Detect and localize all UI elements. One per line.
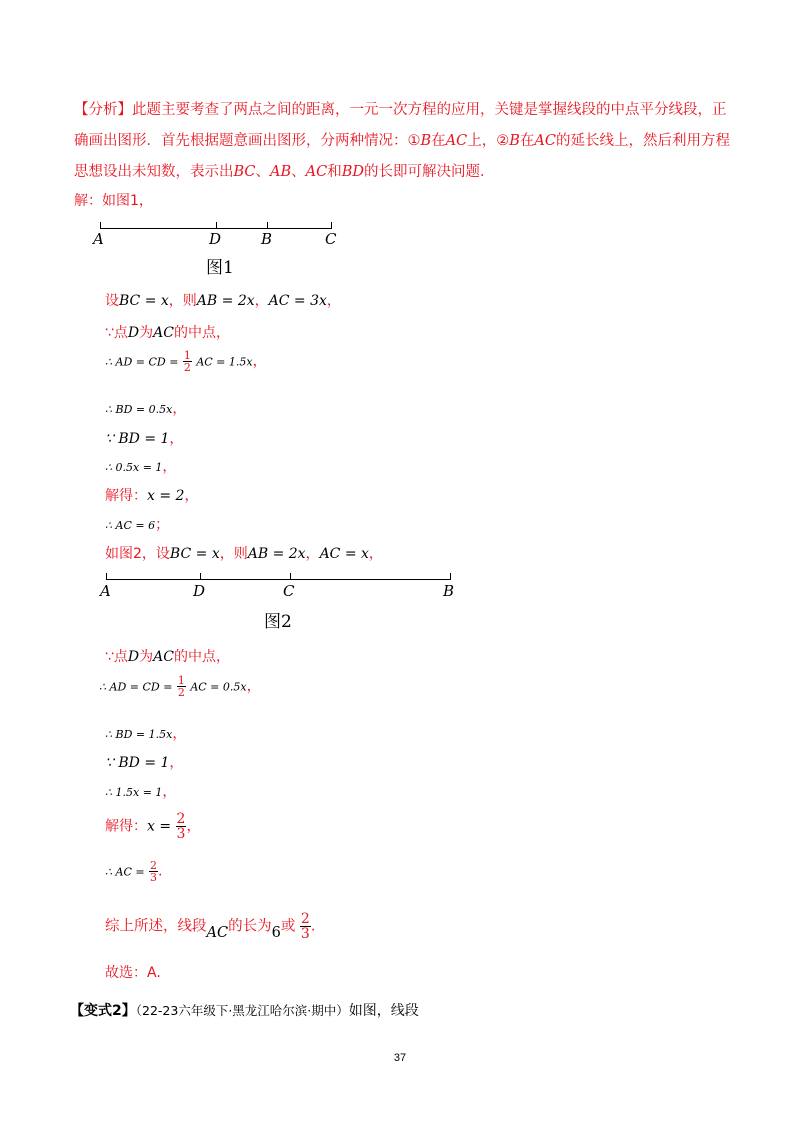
- figure-2-caption: 图2: [264, 612, 292, 632]
- case1-line-5: ∵ BD = 1，: [105, 431, 184, 447]
- tick-A: [100, 222, 101, 229]
- case2-line-7: 解得：x = $\frac{2}{3}$ ，: [105, 811, 201, 842]
- case2-line-2: ∵点D为AC的中点，: [105, 649, 230, 665]
- math-BC: BC: [233, 164, 256, 180]
- page-number: 37: [393, 1052, 407, 1064]
- variant-source: （22-23六年级下·黑龙江哈尔滨·期中）: [135, 1003, 349, 1018]
- analysis-text: 的延长线上，然后利用方程思想设出未知数，表示出: [74, 133, 730, 180]
- case2-line-3: ∴ AD = CD = $\frac{1}{2}$ AC = 0.5x，: [99, 674, 261, 699]
- tick-B: [450, 573, 451, 580]
- answer-line: 故选：A.: [105, 965, 161, 981]
- point-label-D: D: [193, 582, 206, 600]
- case1-line-4: ∴ BD = 0.5x，: [105, 401, 187, 417]
- tick-C: [331, 222, 332, 229]
- analysis-sep: 、: [255, 164, 271, 180]
- analysis-text: 在: [431, 133, 446, 149]
- point-label-B: B: [261, 230, 273, 248]
- figure-1-caption: 图1: [206, 258, 234, 278]
- case2-line-5: ∵ BD = 1，: [105, 755, 184, 771]
- math-B: B: [509, 133, 520, 149]
- fraction-two-thirds: $\frac{2}{3}$: [300, 911, 310, 942]
- analysis-text: 此题主要考查了两点之间的距离，一元一次方程的应用，关键是掌握线段的中点平分线段，正确画出图形．首先根据题意画出图形，分两种情况：①: [74, 102, 727, 149]
- analysis-text: 和: [327, 164, 342, 180]
- tick-B: [267, 222, 268, 229]
- analysis-text: 上，②: [467, 133, 510, 149]
- case1-line-2: ∵点D为AC的中点，: [105, 325, 230, 341]
- analysis-sep: 、: [291, 164, 306, 180]
- math-AC: AC: [305, 164, 328, 180]
- variant-tag: 【变式2】: [70, 1003, 136, 1019]
- case1-line-3: ∴ AD = CD = $\frac{1}{2}$ AC = 1.5x，: [105, 349, 267, 374]
- case2-line-8: ∴ AC = $\frac{2}{3}$ .: [105, 859, 163, 884]
- case1-line-8: ∴ AC = 6；: [105, 517, 170, 533]
- analysis-text: 在: [519, 133, 535, 149]
- fraction-one-half: $\frac{1}{2}$: [183, 349, 191, 374]
- tick-D: [200, 573, 201, 580]
- point-label-A: A: [93, 230, 104, 248]
- math-AC: AC: [534, 133, 556, 149]
- segment-AB: [106, 579, 451, 580]
- point-label-C: C: [325, 230, 337, 248]
- fraction-one-half: $\frac{1}{2}$: [177, 674, 185, 699]
- case2-line-4: ∴ BD = 1.5x，: [105, 726, 187, 742]
- case2-line-1: 如图2，设BC = x，则AB = 2x，AC = x，: [105, 546, 383, 562]
- analysis-text: 的长即可解决问题．: [364, 164, 495, 180]
- variant-text: 如图，线段: [348, 1003, 419, 1019]
- tick-D: [216, 222, 217, 229]
- point-label-B: B: [443, 582, 455, 600]
- case1-line-6: ∴ 0.5x = 1，: [105, 459, 177, 475]
- conclusion-line: 综上所述，线段AC的长为6或 $\frac{2}{3}$ .: [105, 911, 316, 942]
- analysis-paragraph: [74, 95, 734, 188]
- math-AB: AB: [270, 164, 292, 180]
- fraction-two-thirds: $\frac{2}{3}$: [176, 811, 186, 842]
- variant-header: [70, 1000, 419, 1020]
- case2-line-6: ∴ 1.5x = 1，: [105, 784, 177, 800]
- point-label-C: C: [283, 582, 295, 600]
- tick-A: [106, 573, 107, 580]
- point-label-D: D: [209, 230, 222, 248]
- fraction-two-thirds: $\frac{2}{3}$: [150, 859, 158, 884]
- analysis-tag: 【分析】: [74, 102, 132, 118]
- math-BD: BD: [341, 164, 365, 180]
- math-B: B: [420, 133, 432, 149]
- tick-C: [290, 573, 291, 580]
- point-label-A: A: [100, 582, 111, 600]
- math-AC: AC: [445, 133, 468, 149]
- solution-label: 解：如图1，: [74, 193, 153, 209]
- case1-line-1: 设BC = x，则AB = 2x，AC = 3x，: [105, 293, 341, 309]
- case1-line-7: 解得：x = 2，: [105, 488, 199, 504]
